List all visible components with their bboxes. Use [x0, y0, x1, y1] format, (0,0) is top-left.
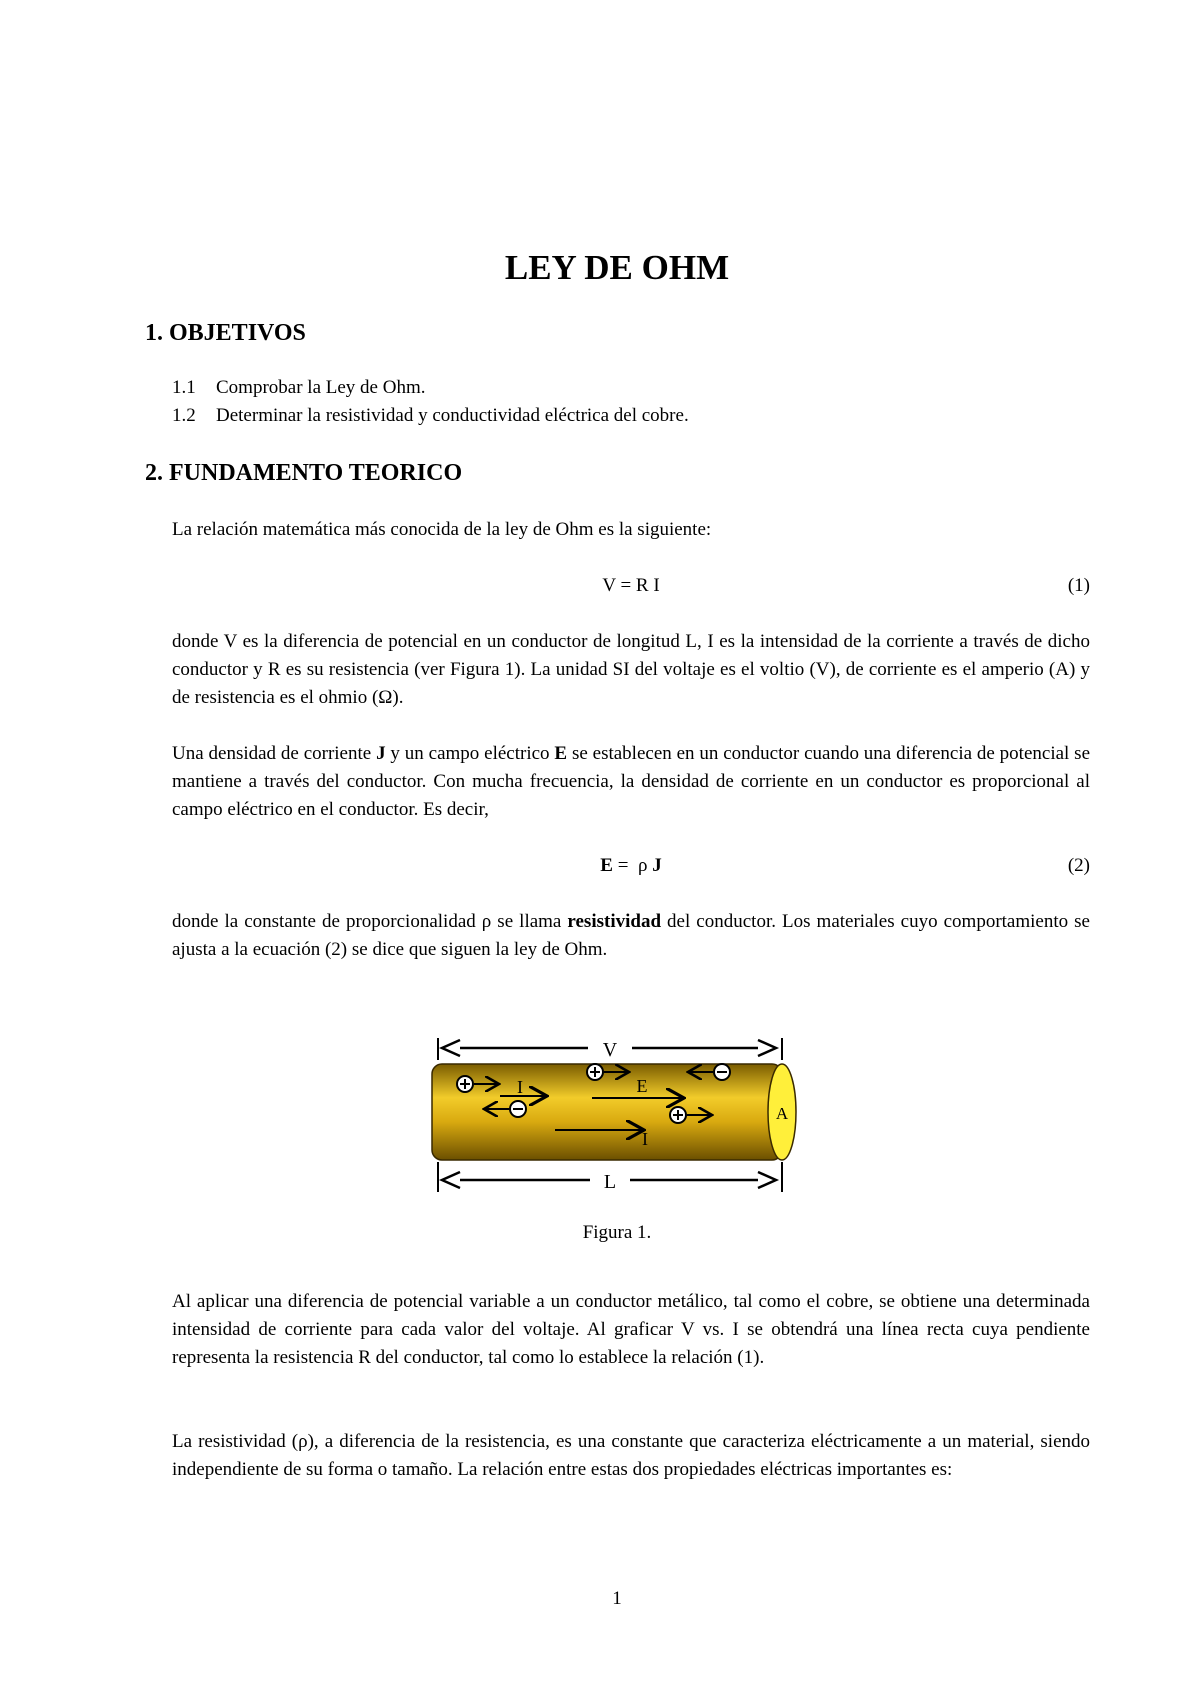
equation-1 [172, 572, 1090, 600]
figure-conductor-diagram [420, 1022, 810, 1202]
section-heading-objetivos: 1. OBJETIVOS [145, 320, 306, 346]
label-E: E [636, 1076, 648, 1096]
list-item [172, 402, 689, 430]
equation-operator: = ρ [612, 855, 653, 876]
symbol-J: J [376, 743, 386, 764]
label-I: I [642, 1129, 648, 1149]
list-item-number: 1.1 [172, 377, 196, 398]
list-item-number: 1.2 [172, 405, 196, 426]
paragraph-graph: Al aplicar una diferencia de potencial variable a un conductor metálico, tal como el cobre, se obtiene una determinada intensidad de corriente para cada valor del voltaje. Al graficar V vs. I se obtendrá una línea recta cuya pendiente representa la resistencia R del conductor, tal como lo establece la relación (1). [172, 1291, 1090, 1368]
equation-2 [172, 852, 1090, 880]
list-item [172, 374, 689, 402]
arrow-right-icon [758, 1040, 776, 1056]
document-title: LEY DE OHM [504, 248, 730, 287]
text-run: donde la constante de proporcionalidad ρ se llama [172, 911, 568, 932]
section-heading-fundamento: 2. FUNDAMENTO TEORICO [145, 460, 463, 486]
equation-number: (1) [1067, 575, 1090, 596]
equation-text [172, 852, 1090, 880]
symbol-J: J [652, 855, 662, 876]
paragraph-intro: La relación matemática más conocida de la ley de Ohm es la siguiente: [172, 519, 712, 540]
paragraph-current-density [172, 740, 1090, 824]
objectives-list [172, 374, 689, 430]
symbol-E: E [600, 855, 613, 876]
label-I: I [517, 1077, 523, 1097]
label-L: L [603, 1171, 617, 1193]
text-run: se establecen en un conductor cuando una diferencia de potencial se mantiene a través del conductor. Con mucha frecuencia, la densidad de corriente en un conductor es proporcional al campo eléctrico en el conductor. Es decir, [172, 743, 1091, 820]
list-item-text: Comprobar la Ley de Ohm. [216, 377, 426, 398]
figure-caption: Figura 1. [582, 1222, 652, 1243]
conductor-cylinder [432, 1064, 782, 1160]
label-V: V [602, 1039, 618, 1061]
text-run: Una densidad de corriente [172, 743, 377, 764]
arrow-left-icon [442, 1172, 460, 1188]
arrow-right-icon [758, 1172, 776, 1188]
list-item-text: Determinar la resistividad y conductividad eléctrica del cobre. [216, 405, 689, 426]
page-number: 1 [612, 1588, 622, 1609]
paragraph-definitions: donde V es la diferencia de potencial en un conductor de longitud L, I es la intensidad de la corriente a través de dicho conductor y R es su resistencia (ver Figura 1). La unidad SI del voltaje es el voltio (V), de corriente es el amperio (A) y de resistencia es el ohmio (Ω). [172, 631, 1090, 708]
symbol-E: E [554, 743, 568, 764]
equation-number: (2) [1067, 855, 1090, 876]
text-run: del conductor. Los materiales cuyo comportamiento se ajusta a la ecuación (2) se dice que siguen la ley de Ohm. [172, 911, 1090, 960]
equation-text: V = R I [602, 575, 660, 596]
paragraph-resistivity [172, 908, 1090, 964]
text-run: y un campo eléctrico [385, 743, 555, 764]
label-A: A [775, 1104, 789, 1123]
paragraph-resistivity-relation: La resistividad (ρ), a diferencia de la resistencia, es una constante que caracteriza eléctricamente a un material, siendo independiente de su forma o tamaño. La relación entre estas dos propiedades eléctricas importantes es: [172, 1431, 1090, 1480]
term-resistividad: resistividad [567, 911, 662, 932]
arrow-left-icon [442, 1040, 460, 1056]
